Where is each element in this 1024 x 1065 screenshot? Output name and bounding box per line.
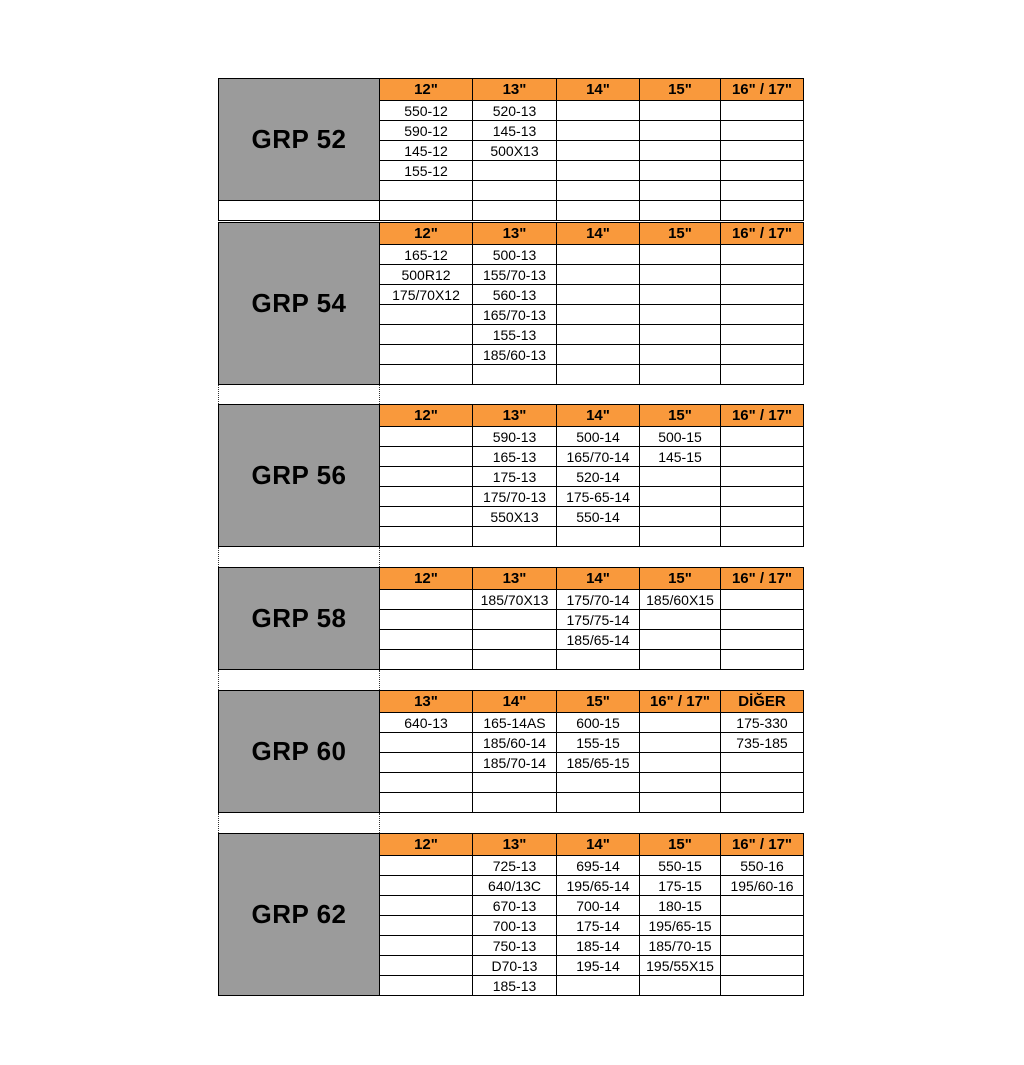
column-header: 16" / 17" bbox=[721, 405, 804, 427]
empty-cell bbox=[721, 161, 804, 181]
empty-cell bbox=[380, 733, 473, 753]
empty-cell bbox=[640, 141, 721, 161]
group-table-grp-54 bbox=[218, 222, 804, 385]
empty-cell bbox=[380, 936, 473, 956]
empty-cell bbox=[721, 265, 804, 285]
page-break-dash bbox=[218, 385, 219, 404]
label-empty-cell bbox=[219, 201, 380, 221]
column-header: 12" bbox=[380, 223, 473, 245]
size-cell: 165-12 bbox=[380, 245, 473, 265]
size-cell: 695-14 bbox=[557, 856, 640, 876]
empty-cell bbox=[380, 876, 473, 896]
column-header: 15" bbox=[640, 79, 721, 101]
empty-cell bbox=[557, 161, 640, 181]
empty-cell bbox=[640, 527, 721, 547]
column-header: 16" / 17" bbox=[721, 79, 804, 101]
size-cell: 520-13 bbox=[473, 101, 557, 121]
empty-cell bbox=[721, 325, 804, 345]
group-label: GRP 52 bbox=[219, 79, 380, 201]
column-header: 14" bbox=[557, 834, 640, 856]
empty-cell bbox=[557, 793, 640, 813]
size-cell: 700-13 bbox=[473, 916, 557, 936]
empty-cell bbox=[380, 590, 473, 610]
empty-cell bbox=[380, 527, 473, 547]
size-cell: 195/55X15 bbox=[640, 956, 721, 976]
column-header: 13" bbox=[473, 405, 557, 427]
size-cell: 600-15 bbox=[557, 713, 640, 733]
page-break-dash bbox=[379, 385, 380, 404]
empty-cell bbox=[640, 467, 721, 487]
column-header: 15" bbox=[640, 223, 721, 245]
page-break-dash bbox=[379, 547, 380, 567]
empty-cell bbox=[473, 773, 557, 793]
size-cell: 175-330 bbox=[721, 713, 804, 733]
column-header: 12" bbox=[380, 568, 473, 590]
size-cell: 185/60-13 bbox=[473, 345, 557, 365]
empty-cell bbox=[557, 365, 640, 385]
size-cell: 175/70X12 bbox=[380, 285, 473, 305]
empty-cell bbox=[380, 630, 473, 650]
empty-cell bbox=[721, 141, 804, 161]
empty-cell bbox=[721, 181, 804, 201]
column-header: 13" bbox=[473, 79, 557, 101]
size-cell: 185/65-14 bbox=[557, 630, 640, 650]
size-cell: 195-14 bbox=[557, 956, 640, 976]
size-cell: 640-13 bbox=[380, 713, 473, 733]
column-header: 14" bbox=[473, 691, 557, 713]
size-cell: 195/60-16 bbox=[721, 876, 804, 896]
empty-cell bbox=[721, 245, 804, 265]
size-cell: 165-14AS bbox=[473, 713, 557, 733]
size-cell: 560-13 bbox=[473, 285, 557, 305]
empty-cell bbox=[557, 527, 640, 547]
size-cell: 550-14 bbox=[557, 507, 640, 527]
size-cell: 550-15 bbox=[640, 856, 721, 876]
empty-cell bbox=[557, 121, 640, 141]
empty-cell bbox=[380, 345, 473, 365]
size-cell: 185/70-14 bbox=[473, 753, 557, 773]
empty-cell bbox=[721, 956, 804, 976]
size-cell: 185/60X15 bbox=[640, 590, 721, 610]
empty-cell bbox=[473, 527, 557, 547]
size-cell: 175-14 bbox=[557, 916, 640, 936]
size-cell: 550-12 bbox=[380, 101, 473, 121]
empty-cell bbox=[380, 181, 473, 201]
empty-cell bbox=[640, 753, 721, 773]
size-cell: 640/13C bbox=[473, 876, 557, 896]
column-header: 15" bbox=[557, 691, 640, 713]
size-cell: 165/70-14 bbox=[557, 447, 640, 467]
page-break-dash bbox=[218, 813, 219, 833]
empty-cell bbox=[640, 773, 721, 793]
empty-cell bbox=[380, 487, 473, 507]
empty-cell bbox=[640, 507, 721, 527]
page-break-dash bbox=[218, 547, 219, 567]
empty-cell bbox=[380, 447, 473, 467]
empty-cell bbox=[473, 201, 557, 221]
size-cell: 185/70-15 bbox=[640, 936, 721, 956]
empty-cell bbox=[640, 610, 721, 630]
empty-cell bbox=[380, 916, 473, 936]
column-header: 14" bbox=[557, 405, 640, 427]
column-header: 16" / 17" bbox=[721, 568, 804, 590]
group-table-grp-58 bbox=[218, 567, 804, 670]
empty-cell bbox=[640, 793, 721, 813]
empty-cell bbox=[640, 713, 721, 733]
empty-cell bbox=[721, 447, 804, 467]
group-label: GRP 56 bbox=[219, 405, 380, 547]
size-cell: 145-12 bbox=[380, 141, 473, 161]
empty-cell bbox=[557, 101, 640, 121]
empty-cell bbox=[721, 345, 804, 365]
page-break-dash bbox=[218, 670, 219, 690]
empty-cell bbox=[721, 365, 804, 385]
empty-cell bbox=[380, 610, 473, 630]
page-break-dash bbox=[379, 813, 380, 833]
size-cell: 195/65-15 bbox=[640, 916, 721, 936]
group-label: GRP 60 bbox=[219, 691, 380, 813]
column-header: 14" bbox=[557, 568, 640, 590]
empty-cell bbox=[640, 487, 721, 507]
empty-cell bbox=[380, 650, 473, 670]
size-cell: 175/75-14 bbox=[557, 610, 640, 630]
size-cell: 180-15 bbox=[640, 896, 721, 916]
size-cell: 185-13 bbox=[473, 976, 557, 996]
empty-cell bbox=[557, 285, 640, 305]
empty-cell bbox=[380, 365, 473, 385]
group-table-grp-60 bbox=[218, 690, 804, 813]
column-header: 13" bbox=[473, 568, 557, 590]
size-cell: 175/70-14 bbox=[557, 590, 640, 610]
group-label: GRP 54 bbox=[219, 223, 380, 385]
size-cell: 520-14 bbox=[557, 467, 640, 487]
column-header: 13" bbox=[473, 834, 557, 856]
empty-cell bbox=[380, 305, 473, 325]
empty-cell bbox=[640, 245, 721, 265]
size-cell: 155-12 bbox=[380, 161, 473, 181]
group-table-grp-56 bbox=[218, 404, 804, 547]
size-cell: 175-13 bbox=[473, 467, 557, 487]
empty-cell bbox=[380, 507, 473, 527]
empty-cell bbox=[721, 976, 804, 996]
column-header: 16" / 17" bbox=[721, 834, 804, 856]
size-cell: 155-15 bbox=[557, 733, 640, 753]
empty-cell bbox=[557, 325, 640, 345]
group-table-grp-52 bbox=[218, 78, 804, 221]
empty-cell bbox=[640, 201, 721, 221]
column-header: 15" bbox=[640, 834, 721, 856]
empty-cell bbox=[557, 650, 640, 670]
empty-cell bbox=[721, 121, 804, 141]
column-header: 12" bbox=[380, 834, 473, 856]
page-break-dash bbox=[379, 670, 380, 690]
empty-cell bbox=[557, 181, 640, 201]
size-cell: 670-13 bbox=[473, 896, 557, 916]
group-label: GRP 58 bbox=[219, 568, 380, 670]
size-cell: 590-13 bbox=[473, 427, 557, 447]
size-cell: 165/70-13 bbox=[473, 305, 557, 325]
empty-cell bbox=[721, 427, 804, 447]
size-cell: 500-13 bbox=[473, 245, 557, 265]
empty-cell bbox=[640, 345, 721, 365]
empty-cell bbox=[721, 773, 804, 793]
empty-cell bbox=[721, 753, 804, 773]
empty-cell bbox=[721, 610, 804, 630]
size-cell: 500-15 bbox=[640, 427, 721, 447]
empty-cell bbox=[380, 956, 473, 976]
column-header: 16" / 17" bbox=[640, 691, 721, 713]
empty-cell bbox=[721, 507, 804, 527]
empty-cell bbox=[640, 325, 721, 345]
empty-cell bbox=[473, 630, 557, 650]
empty-cell bbox=[721, 896, 804, 916]
empty-cell bbox=[473, 610, 557, 630]
empty-cell bbox=[721, 201, 804, 221]
size-cell: 500R12 bbox=[380, 265, 473, 285]
empty-cell bbox=[721, 590, 804, 610]
size-cell: 165-13 bbox=[473, 447, 557, 467]
empty-cell bbox=[721, 916, 804, 936]
empty-cell bbox=[640, 265, 721, 285]
empty-cell bbox=[640, 101, 721, 121]
empty-cell bbox=[721, 285, 804, 305]
size-cell: 500-14 bbox=[557, 427, 640, 447]
size-cell: 145-15 bbox=[640, 447, 721, 467]
empty-cell bbox=[640, 285, 721, 305]
empty-cell bbox=[473, 181, 557, 201]
size-cell: 175-65-14 bbox=[557, 487, 640, 507]
empty-cell bbox=[640, 365, 721, 385]
empty-cell bbox=[380, 427, 473, 447]
empty-cell bbox=[721, 527, 804, 547]
empty-cell bbox=[721, 936, 804, 956]
size-cell: D70-13 bbox=[473, 956, 557, 976]
empty-cell bbox=[380, 856, 473, 876]
empty-cell bbox=[640, 161, 721, 181]
empty-cell bbox=[380, 201, 473, 221]
column-header: 15" bbox=[640, 405, 721, 427]
empty-cell bbox=[557, 141, 640, 161]
empty-cell bbox=[721, 101, 804, 121]
empty-cell bbox=[557, 265, 640, 285]
empty-cell bbox=[380, 793, 473, 813]
column-header: 12" bbox=[380, 405, 473, 427]
empty-cell bbox=[380, 467, 473, 487]
size-cell: 590-12 bbox=[380, 121, 473, 141]
empty-cell bbox=[473, 650, 557, 670]
column-header: 13" bbox=[380, 691, 473, 713]
size-cell: 550-16 bbox=[721, 856, 804, 876]
empty-cell bbox=[721, 650, 804, 670]
column-header: 14" bbox=[557, 79, 640, 101]
column-header: 13" bbox=[473, 223, 557, 245]
empty-cell bbox=[640, 630, 721, 650]
size-cell: 175-15 bbox=[640, 876, 721, 896]
size-cell: 550X13 bbox=[473, 507, 557, 527]
empty-cell bbox=[557, 201, 640, 221]
empty-cell bbox=[473, 365, 557, 385]
empty-cell bbox=[380, 773, 473, 793]
empty-cell bbox=[640, 305, 721, 325]
size-cell: 500X13 bbox=[473, 141, 557, 161]
size-cell: 195/65-14 bbox=[557, 876, 640, 896]
size-cell: 725-13 bbox=[473, 856, 557, 876]
size-cell: 185-14 bbox=[557, 936, 640, 956]
size-cell: 185/60-14 bbox=[473, 733, 557, 753]
empty-cell bbox=[640, 181, 721, 201]
empty-cell bbox=[640, 733, 721, 753]
column-header: DİĞER bbox=[721, 691, 804, 713]
empty-cell bbox=[380, 753, 473, 773]
empty-cell bbox=[557, 305, 640, 325]
size-cell: 735-185 bbox=[721, 733, 804, 753]
empty-cell bbox=[640, 976, 721, 996]
empty-cell bbox=[380, 325, 473, 345]
column-header: 12" bbox=[380, 79, 473, 101]
size-cell: 750-13 bbox=[473, 936, 557, 956]
empty-cell bbox=[473, 793, 557, 813]
empty-cell bbox=[557, 773, 640, 793]
column-header: 15" bbox=[640, 568, 721, 590]
size-cell: 185/70X13 bbox=[473, 590, 557, 610]
empty-cell bbox=[557, 976, 640, 996]
empty-cell bbox=[721, 487, 804, 507]
size-cell: 175/70-13 bbox=[473, 487, 557, 507]
empty-cell bbox=[380, 976, 473, 996]
size-cell: 155/70-13 bbox=[473, 265, 557, 285]
empty-cell bbox=[557, 245, 640, 265]
size-cell: 145-13 bbox=[473, 121, 557, 141]
empty-cell bbox=[721, 467, 804, 487]
empty-cell bbox=[640, 650, 721, 670]
empty-cell bbox=[557, 345, 640, 365]
empty-cell bbox=[380, 896, 473, 916]
column-header: 14" bbox=[557, 223, 640, 245]
empty-cell bbox=[721, 630, 804, 650]
group-label: GRP 62 bbox=[219, 834, 380, 996]
empty-cell bbox=[640, 121, 721, 141]
size-cell: 155-13 bbox=[473, 325, 557, 345]
empty-cell bbox=[721, 793, 804, 813]
column-header: 16" / 17" bbox=[721, 223, 804, 245]
empty-cell bbox=[721, 305, 804, 325]
size-cell: 185/65-15 bbox=[557, 753, 640, 773]
group-table-grp-62 bbox=[218, 833, 804, 996]
size-cell: 700-14 bbox=[557, 896, 640, 916]
empty-cell bbox=[473, 161, 557, 181]
